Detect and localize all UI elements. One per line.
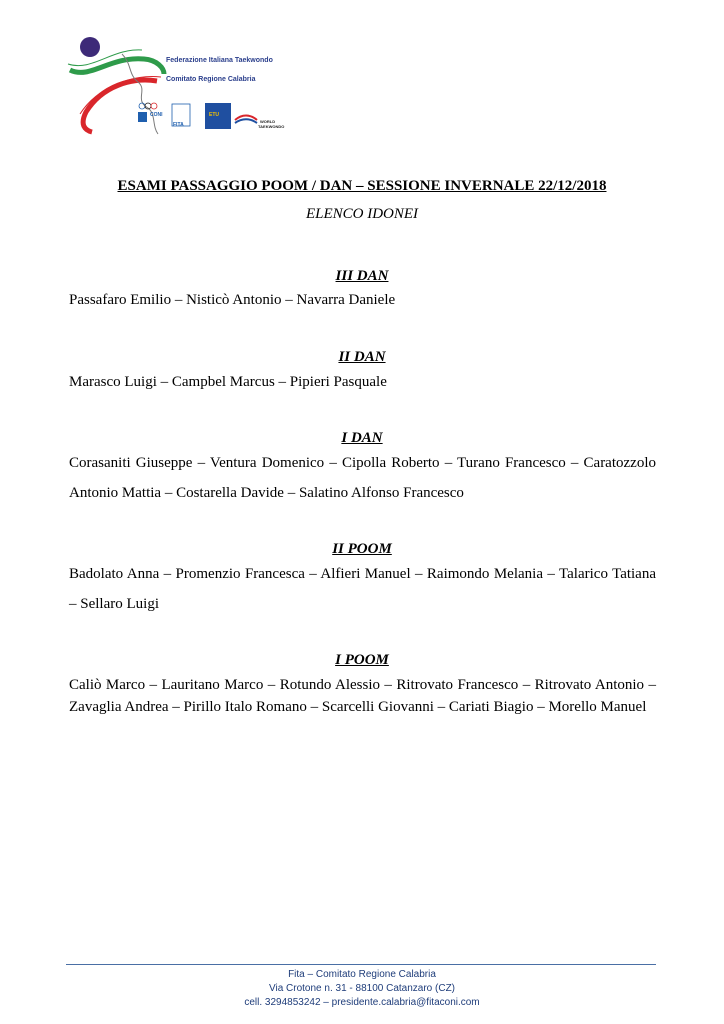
section-heading-ii-dan: II DAN bbox=[338, 349, 386, 365]
footer-address: Via Crotone n. 31 - 88100 Catanzaro (CZ) bbox=[268, 983, 456, 994]
section-names-iii-dan: Passafaro Emilio – Nisticò Antonio – Navarra Daniele bbox=[69, 292, 396, 308]
footer-org: Fita – Comitato Regione Calabria bbox=[288, 969, 436, 980]
section-heading-iii-dan: III DAN bbox=[335, 268, 389, 284]
fita-logo-label: FITA bbox=[173, 122, 184, 128]
footer-divider bbox=[66, 964, 656, 965]
wt-logo-label-1: WORLD bbox=[260, 119, 276, 124]
footer-contact: cell. 3294853242 – presidente.calabria@fitaconi.com bbox=[244, 997, 480, 1008]
section-heading-i-dan: I DAN bbox=[341, 430, 383, 446]
section-names-i-poom: Caliò Marco – Lauritano Marco – Rotundo Alessio – Ritrovato Francesco – Ritrovato Antonio – Zavaglia Andrea – Pirillo Italo Romano – Scarcelli Giovanni – Cariati Biagio – Morello Manuel bbox=[69, 677, 656, 715]
org-name: Federazione Italiana Taekwondo bbox=[166, 57, 273, 64]
section-heading-ii-poom: II POOM bbox=[332, 541, 392, 557]
document-subtitle: ELENCO IDONEI bbox=[305, 206, 419, 222]
federation-logo bbox=[62, 34, 292, 139]
etu-logo-label: ETU bbox=[209, 112, 219, 118]
wt-logo-label-2: TAEKWONDO bbox=[258, 124, 285, 129]
org-region: Comitato Regione Calabria bbox=[166, 76, 256, 83]
section-names-ii-poom: Badolato Anna – Promenzio Francesca – Alfieri Manuel – Raimondo Melania – Talarico Tatiana – Sellaro Luigi bbox=[69, 566, 656, 612]
coni-logo-label: CONI bbox=[150, 112, 163, 118]
document-title: ESAMI PASSAGGIO POOM / DAN – SESSIONE INVERNALE 22/12/2018 bbox=[117, 178, 607, 194]
section-names-i-dan: Corasaniti Giuseppe – Ventura Domenico – Cipolla Roberto – Turano Francesco – Caratozzolo Antonio Mattia – Costarella Davide – Salatino Alfonso Francesco bbox=[69, 455, 656, 501]
section-names-ii-dan: Marasco Luigi – Campbel Marcus – Pipieri Pasquale bbox=[69, 374, 387, 390]
section-heading-i-poom: I POOM bbox=[335, 652, 389, 668]
